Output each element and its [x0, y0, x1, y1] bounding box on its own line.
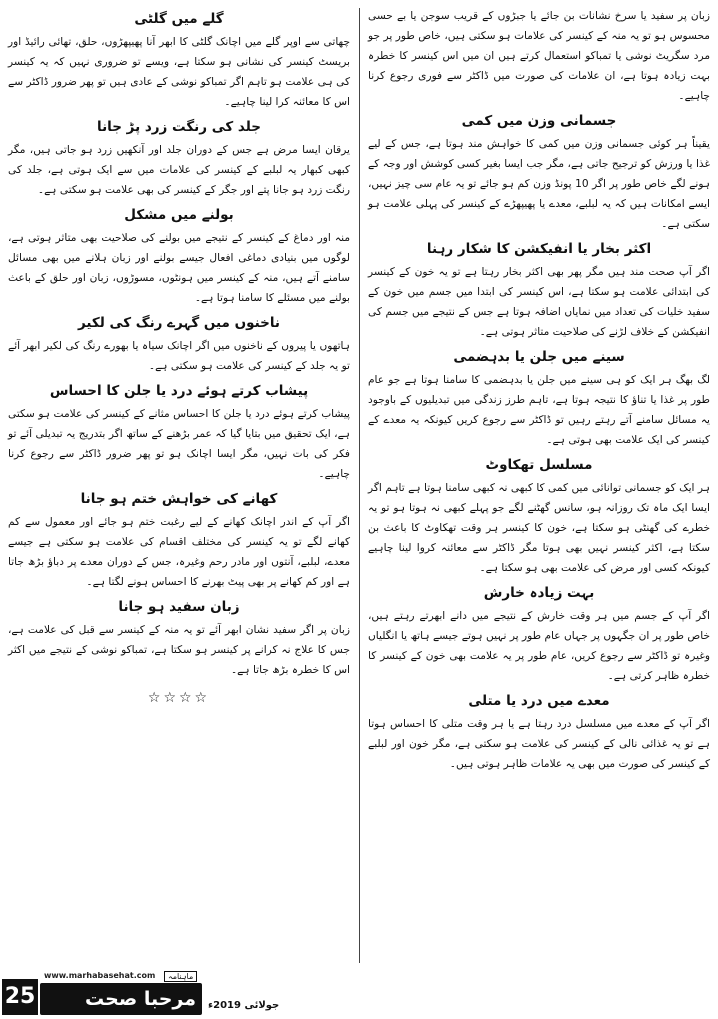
- left-column: [8, 4, 350, 706]
- page-number: 25: [2, 979, 38, 1015]
- section-paragraph: منہ اور دماغ کے کینسر کے نتیجے میں بولنے کی صلاحیت بھی متاثر ہوتی ہے، لوگوں میں بنیادی دماغی افعال جیسے بولنے اور زبان ہلانے میں بھی مسائل سامنے آتے ہیں، منہ کے کینسر میں ہونٹوں، مسوڑوں، زبان اور حلق کے باعث بولنے میں مسئلے کا سامنا ہوتا ہے۔: [8, 232, 350, 304]
- section-heading: کھانے کی خواہش ختم ہو جانا: [80, 491, 278, 507]
- section-paragraph: لگ بھگ ہر ایک کو ہی سینے میں جلن یا بدہضمی کا سامنا ہوتا ہے جو عام طور پر غذا یا تناؤ کا نتیجہ ہوتا ہے، تاہم طرز زندگی میں تبدیلیوں کے باوجود یہ مسائل سامنے آتے رہتے رہیں تو ڈاکٹر سے رجوع کریں کیونکہ یہ معدے کے کینسر کی ایک علامت بھی ہوتی ہے۔: [368, 374, 710, 446]
- page-footer: [0, 967, 360, 1019]
- website-link[interactable]: www.marhabasehat.com: [44, 971, 156, 980]
- section-heading: جلد کی رنگت زرد پڑ جانا: [97, 119, 261, 135]
- section-heading: مسلسل تھکاوٹ: [485, 457, 593, 473]
- magazine-tag: ماہنامہ: [164, 971, 197, 982]
- right-column: [368, 6, 710, 778]
- issue-date: جولائی 2019ء: [208, 1000, 280, 1011]
- column-divider: [359, 8, 360, 963]
- section-heading: پیشاب کرتے ہوئے درد یا جلن کا احساس: [49, 383, 309, 399]
- intro-paragraph: زبان پر سفید یا سرخ نشانات بن جائے یا جبڑوں کے قریب سوجن یا بے حسی محسوس ہو تو یہ منہ کے کینسر کی علامات ہو سکتی ہیں، خاص طور پر جو مرد سگریٹ نوشی یا تمباکو استعمال کرتے ہیں ان میں اس کینسر کا خطرہ بہت زیادہ ہوتا ہے، ان علامات کی صورت میں ڈاکٹر سے فوری رجوع کرنا چاہیے۔: [368, 10, 710, 102]
- section-heading: جسمانی وزن میں کمی: [461, 113, 617, 129]
- section-paragraph: ہاتھوں یا پیروں کے ناخنوں میں اگر اچانک سیاہ یا بھورے رنگ کی لکیر ابھر آئے تو یہ جلد کے کینسر کی علامت ہو سکتی ہے۔: [8, 340, 350, 372]
- section-heading: گلے میں گلٹی: [134, 11, 224, 27]
- section-paragraph: پیشاب کرتے ہوئے درد یا جلن کا احساس مثانے کے کینسر کی علامت ہو سکتی ہے، ایک تحقیق میں بتایا گیا کہ عمر بڑھنے کے ساتھ اگر بتدریج یہ تبدیلی آئے تو فکر کی بات نہیں، مگر ایسا اچانک ہو تو پھر ضرور ڈاکٹر سے رجوع کرنا چاہیے۔: [8, 408, 350, 480]
- section-paragraph: اگر آپ کے جسم میں ہر وقت خارش کے نتیجے میں دانے ابھرتے رہتے ہیں، خاص طور پر ان جگہوں پر جہاں عام طور پر نہیں ہوتے جیسے ہاتھ یا انگلیاں وغیرہ تو ڈاکٹر سے رجوع کریں، عام طور پر یہ علامت بھی خون کے کینسر کا خطرہ ظاہر کرتی ہے۔: [368, 610, 710, 682]
- section-paragraph: یرقان ایسا مرض ہے جس کے دوران جلد اور آنکھیں زرد ہو جاتی ہیں، مگر کبھی کبھار یہ لبلبے کے کینسر کی علامات میں سے ایک ہوتی ہے، جلد کی رنگت زرد ہو جانا پتے اور جگر کے کینسر کی بھی علامت ہو سکتی ہے۔: [8, 144, 350, 196]
- section-paragraph: یقیناً ہر کوئی جسمانی وزن میں کمی کا خواہش مند ہوتا ہے، جس کے لیے غذا یا ورزش کو ترجیح جاتی ہے، مگر جب ایسا بغیر کسی کوشش اور وجہ کے ہونے لگے خاص طور پر اگر 10 پونڈ وزن کم ہو جائے تو یہ عام سی چیز نہیں، ایسے امکانات ہیں کہ یہ لبلبے، معدے یا پھیپھڑے کے کینسر کی پہلی علامت ہو سکتی ہے۔: [368, 138, 710, 230]
- section-paragraph: چھاتی سے اوپر گلے میں اچانک گلٹی کا ابھر آنا پھیپھڑوں، حلق، تھائی رائیڈ اور بریسٹ کینسر کی نشانی ہو سکتا ہے، ویسے تو ضروری نہیں کہ یہ کینسر کی ہی علامت ہو تاہم اگر تمباکو نوشی کے عادی ہیں تو پھر ضرور ڈاکٹر سے اس کا معائنہ کرا لینا چاہیے۔: [8, 36, 350, 108]
- section-paragraph: زبان پر اگر سفید نشان ابھر آئے تو یہ منہ کے کینسر سے قبل کی علامت ہے، جس کا علاج نہ کرانے پر کینسر ہو سکتا ہے، تمباکو نوشی کے نتیجے میں اکثر اس کا خطرہ بڑھ جاتا ہے۔: [8, 624, 350, 676]
- end-stars: ☆☆☆☆: [147, 690, 211, 706]
- magazine-name: مرحبا صحت: [85, 988, 196, 1010]
- section-heading: اکثر بخار یا انفیکشن کا شکار رہنا: [426, 241, 652, 257]
- section-heading: سینے میں جلن یا بدہضمی: [453, 349, 625, 365]
- section-paragraph: اگر آپ کے اندر اچانک کھانے کے لیے رغبت ختم ہو جائے اور معمول سے کم کھانے لگے تو یہ کینسر کی مختلف اقسام کی علامت ہو سکتی ہے جیسے معدے، لبلبے، آنتوں اور مادر رحم وغیرہ، جس کے دوران معدے پر دباؤ بڑھ جاتا ہے اور کم کھانے پر بھی پیٹ بھرنے کا احساس ہونے لگتا ہے۔: [8, 516, 350, 588]
- section-paragraph: ہر ایک کو جسمانی توانائی میں کمی کا کبھی نہ کبھی سامنا ہوتا ہے تاہم اگر ایسا ایک ماہ تک روزانہ ہو، سانس گھٹنے لگے جو پہلے کبھی نہ ہوتا ہو تو یہ خطرے کی گھنٹی ہو سکتا ہے، خون کا کینسر ہر وقت تھکاوٹ کا باعث بن سکتا ہے، اکثر کینسر نہیں بھی ہوتا مگر ڈاکٹر سے معائنہ کروا لینا چاہیے کیونکہ کسی اور مرض کی علامت بھی ہو سکتا ہے۔: [368, 482, 710, 574]
- section-heading: معدے میں درد یا متلی: [468, 693, 610, 709]
- section-heading: زبان سفید ہو جانا: [118, 599, 240, 615]
- section-heading: بہت زیادہ خارش: [483, 585, 595, 601]
- section-heading: ناخنوں میں گہرے رنگ کی لکیر: [78, 315, 280, 331]
- section-paragraph: اگر آپ صحت مند ہیں مگر پھر بھی اکثر بخار رہتا ہے تو یہ خون کے کینسر کی ابتدائی علامت ہو سکتا ہے، اس کینسر کی ابتدا میں جسم میں خون کے سفید خلیات کی تعداد میں نمایاں اضافہ ہوتا ہے جس کے نتیجے میں جسم کی انفیکشن کے خلاف لڑنے کی صلاحیت متاثر ہوتی ہے۔: [368, 266, 710, 338]
- section-heading: بولنے میں مشکل: [124, 207, 234, 223]
- section-paragraph: اگر آپ کے معدے میں مسلسل درد رہتا ہے یا ہر وقت متلی کا احساس ہوتا ہے تو یہ غذائی نالی کے کینسر کی علامت ہو سکتی ہے، مگر خون اور لبلبے کے کینسر کی صورت میں بھی یہ علامات ظاہر ہوتی ہیں۔: [368, 718, 710, 770]
